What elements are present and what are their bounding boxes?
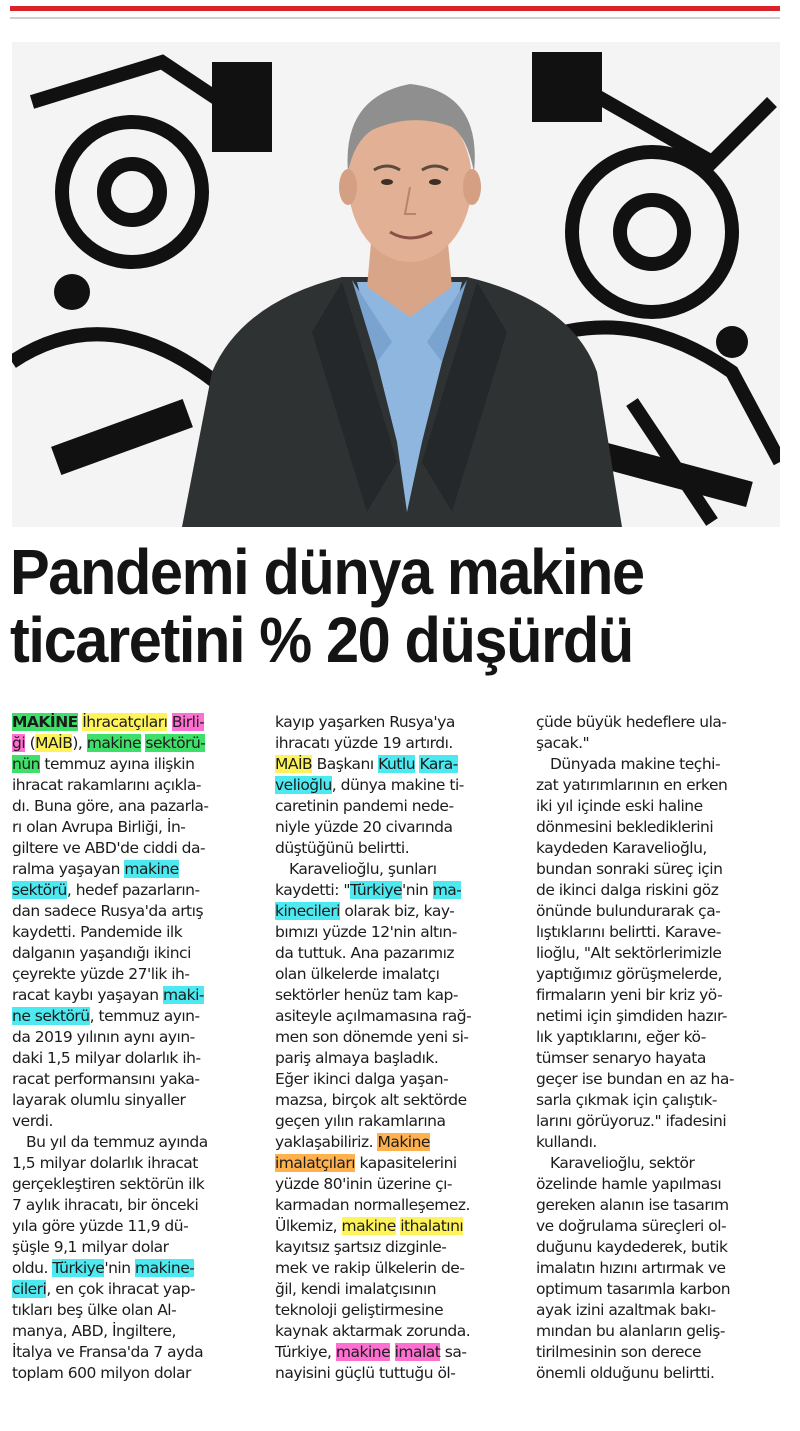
highlight-term: ği	[12, 734, 26, 752]
text-line: dan sadece Rusya'da artış	[12, 902, 204, 920]
text-line: ve doğrulama süreçleri ol-	[536, 1217, 727, 1235]
highlight-term: velioğlu	[275, 776, 332, 794]
text: Başkanı	[312, 755, 379, 773]
text-line: kaydeden Karavelioğlu,	[536, 839, 707, 857]
text-line: yıla göre yüzde 11,9 dü-	[12, 1217, 189, 1235]
text-line: men son dönemde yeni si-	[275, 1028, 469, 1046]
text-line: geçen yılın rakamlarına	[275, 1112, 446, 1130]
text-line: özelinde hamle yapılması	[536, 1175, 722, 1193]
paragraph	[536, 712, 776, 754]
text: oldu.	[12, 1259, 53, 1277]
top-grey-rule	[10, 17, 780, 19]
highlight-term: MAİB	[275, 755, 313, 773]
text: 'nin	[402, 881, 433, 899]
text: Ülkemiz,	[275, 1217, 342, 1235]
highlight-term: ithalatını	[400, 1217, 464, 1235]
headline-line-1: Pandemi dünya makine	[10, 536, 644, 608]
text-line: şüşle 9,1 milyar dolar	[12, 1238, 169, 1256]
text-line: sarla çıkmak için çalıştık-	[536, 1091, 718, 1109]
text: , en çok ihracat yap-	[46, 1280, 196, 1298]
text-line: yüzde 80'inin üzerine çı-	[275, 1175, 452, 1193]
text: ralma yaşayan	[12, 860, 125, 878]
text-line: verdi.	[12, 1112, 53, 1130]
highlight-term: cileri	[12, 1280, 47, 1298]
text-line: önünde bulundurarak ça-	[536, 902, 721, 920]
text: , hedef pazarların-	[66, 881, 200, 899]
text-line: kaynak aktarmak zorunda.	[275, 1322, 471, 1340]
highlight-term: İhracatçıları	[82, 713, 168, 731]
text-line: daki 1,5 milyar dolarlık ih-	[12, 1049, 201, 1067]
text-line: toplam 600 milyon dolar	[12, 1364, 191, 1382]
paragraph	[12, 1132, 252, 1384]
text-line: de ikinci dalga riskini göz	[536, 881, 719, 899]
highlight-term: Türkiye	[52, 1259, 105, 1277]
text: 'nin	[104, 1259, 135, 1277]
text-line: kayıtsız şartsız dizginle-	[275, 1238, 447, 1256]
highlight-term: imalat	[394, 1343, 441, 1361]
highlight-term: MAKİNE	[12, 713, 78, 731]
article-column-3	[536, 712, 776, 1384]
top-red-rule	[10, 6, 780, 11]
highlight-term: MAİB	[35, 734, 73, 752]
portrait-photo-icon	[12, 42, 780, 527]
text-line: çeyrekte yüzde 27'lik ih-	[12, 965, 190, 983]
highlight-term: Kara-	[419, 755, 458, 773]
text-line: şacak."	[536, 734, 590, 752]
text: , dünya makine ti-	[331, 776, 464, 794]
text: sa-	[440, 1343, 467, 1361]
text-line: manya, ABD, İngiltere,	[12, 1322, 176, 1340]
text-line: sektörler henüz tam kap-	[275, 986, 458, 1004]
text-line: tümser senaryo hayata	[536, 1049, 706, 1067]
article-column-2	[275, 712, 515, 1384]
text-line: 1,5 milyar dolarlık ihracat	[12, 1154, 198, 1172]
text-line: asiteyle açılmamasına rağ-	[275, 1007, 472, 1025]
text: Türkiye,	[275, 1343, 336, 1361]
text-line: iki yıl içinde eski haline	[536, 797, 703, 815]
highlight-term: Kutlu	[378, 755, 416, 773]
text-line: yaptığımız görüşmelerde,	[536, 965, 722, 983]
text: kapasitelerini	[355, 1154, 457, 1172]
highlight-term: makine	[341, 1217, 396, 1235]
text-line: tıkları beş ülke olan Al-	[12, 1301, 177, 1319]
text-line: gereken alanın ise tasarım	[536, 1196, 729, 1214]
text-line: ğil, kendi imalatçısının	[275, 1280, 437, 1298]
highlight-term: sektörü	[12, 881, 67, 899]
paragraph	[536, 754, 776, 1153]
text-line: duğunu kaydederek, butik	[536, 1238, 728, 1256]
headline-line-2: ticaretini % 20 düşürdü	[10, 604, 633, 676]
highlight-term: maki-	[163, 986, 204, 1004]
text-line: caretinin pandemi nede-	[275, 797, 454, 815]
paragraph	[275, 712, 515, 859]
text-line: dı. Buna göre, ana pazarla-	[12, 797, 209, 815]
text-line: layarak olumlu sinyaller	[12, 1091, 186, 1109]
text-line: racat performansını yaka-	[12, 1070, 200, 1088]
text-line: Bu yıl da temmuz ayında	[26, 1133, 208, 1151]
text-line: giltere ve ABD'de ciddi da-	[12, 839, 206, 857]
text-line: bundan sonraki süreç için	[536, 860, 723, 878]
text-line: lık yaptıklarını, eğer kö-	[536, 1028, 706, 1046]
text-line: rı olan Avrupa Birliği, İn-	[12, 818, 186, 836]
text: temmuz ayına ilişkin	[39, 755, 195, 773]
text: ),	[72, 734, 87, 752]
text-line: bımızı yüzde 12'nin altın-	[275, 923, 457, 941]
highlight-term: makine	[335, 1343, 391, 1361]
paragraph	[275, 859, 515, 1384]
text: racat kaybı yaşayan	[12, 986, 164, 1004]
text-line: niyle yüzde 20 civarında	[275, 818, 453, 836]
text-line: geçer ise bundan en az ha-	[536, 1070, 734, 1088]
highlight-term: Birli-	[171, 713, 205, 731]
text-line: gerçekleştiren sektörün ilk	[12, 1175, 205, 1193]
highlight-term: makine-	[135, 1259, 195, 1277]
text-line: Dünyada makine teçhi-	[550, 755, 721, 773]
text-line: netimi için şimdiden hazır-	[536, 1007, 727, 1025]
text-line: çüde büyük hedeflere ula-	[536, 713, 727, 731]
text-line: dönmesini beklediklerini	[536, 818, 714, 836]
text-line: tirilmesinin son derece	[536, 1343, 702, 1361]
paragraph	[536, 1153, 776, 1384]
text-line: firmaların yeni bir kriz yö-	[536, 986, 723, 1004]
text-line: olan ülkelerde imalatçı	[275, 965, 440, 983]
text: kaydetti: "	[275, 881, 350, 899]
highlight-term: makine	[124, 860, 179, 878]
text-line: Eğer ikinci dalga yaşan-	[275, 1070, 449, 1088]
text-line: ihracat rakamlarını açıkla-	[12, 776, 201, 794]
text-line: karmadan normalleşemez.	[275, 1196, 470, 1214]
text-line: teknoloji geliştirmesine	[275, 1301, 444, 1319]
highlight-term: Makine	[377, 1133, 430, 1151]
text-line: nayisini güçlü tuttuğu öl-	[275, 1364, 456, 1382]
text-line: larını görüyoruz." ifadesini	[536, 1112, 727, 1130]
article-headline	[10, 538, 731, 674]
article-photo	[12, 42, 780, 527]
text-line: 7 aylık ihracatı, bir önceki	[12, 1196, 199, 1214]
text: , temmuz ayın-	[89, 1007, 200, 1025]
text-line: dalganın yaşandığı ikinci	[12, 944, 191, 962]
highlight-term: kinecileri	[275, 902, 340, 920]
text: (	[25, 734, 36, 752]
text-line: da tuttuk. Ana pazarımız	[275, 944, 455, 962]
text-line: mazsa, birçok alt sektörde	[275, 1091, 467, 1109]
paragraph	[12, 712, 252, 1132]
text-line: Karavelioğlu, sektör	[550, 1154, 695, 1172]
highlight-term: ne sektörü	[12, 1007, 90, 1025]
text: yaklaşabiliriz.	[275, 1133, 378, 1151]
text-line: İtalya ve Fransa'da 7 ayda	[12, 1343, 204, 1361]
text-line: optimum tasarımla karbon	[536, 1280, 731, 1298]
article-column-1	[12, 712, 252, 1384]
text-line: önemli olduğunu belirtti.	[536, 1364, 715, 1382]
text-line: ihracatı yüzde 19 artırdı.	[275, 734, 453, 752]
highlight-term: ma-	[432, 881, 462, 899]
text-line: imalatın hızını artırmak ve	[536, 1259, 726, 1277]
highlight-term: nün	[12, 755, 40, 773]
highlight-term: sektörü-	[145, 734, 206, 752]
text-line: düştüğünü belirtti.	[275, 839, 410, 857]
text: olarak biz, kay-	[340, 902, 455, 920]
text-line: ayak izini azaltmak bakı-	[536, 1301, 716, 1319]
highlight-term: Türkiye	[350, 881, 403, 899]
text-line: kayıp yaşarken Rusya'ya	[275, 713, 455, 731]
text-line: kaydetti. Pandemide ilk	[12, 923, 183, 941]
text-line: kullandı.	[536, 1133, 597, 1151]
text-line: lioğlu, "Alt sektörlerimizle	[536, 944, 722, 962]
text-line: mından bu alanların geliş-	[536, 1322, 725, 1340]
highlight-term: imalatçıları	[275, 1154, 356, 1172]
text-line: lıştıklarını belirtti. Karave-	[536, 923, 721, 941]
text-line: da 2019 yılının aynı ayın-	[12, 1028, 195, 1046]
text-line: zat yatırımlarının en erken	[536, 776, 728, 794]
highlight-term: makine	[86, 734, 141, 752]
text-line: pariş almaya başladık.	[275, 1049, 439, 1067]
text-line: mek ve rakip ülkelerin de-	[275, 1259, 465, 1277]
text-line: Karavelioğlu, şunları	[289, 860, 437, 878]
